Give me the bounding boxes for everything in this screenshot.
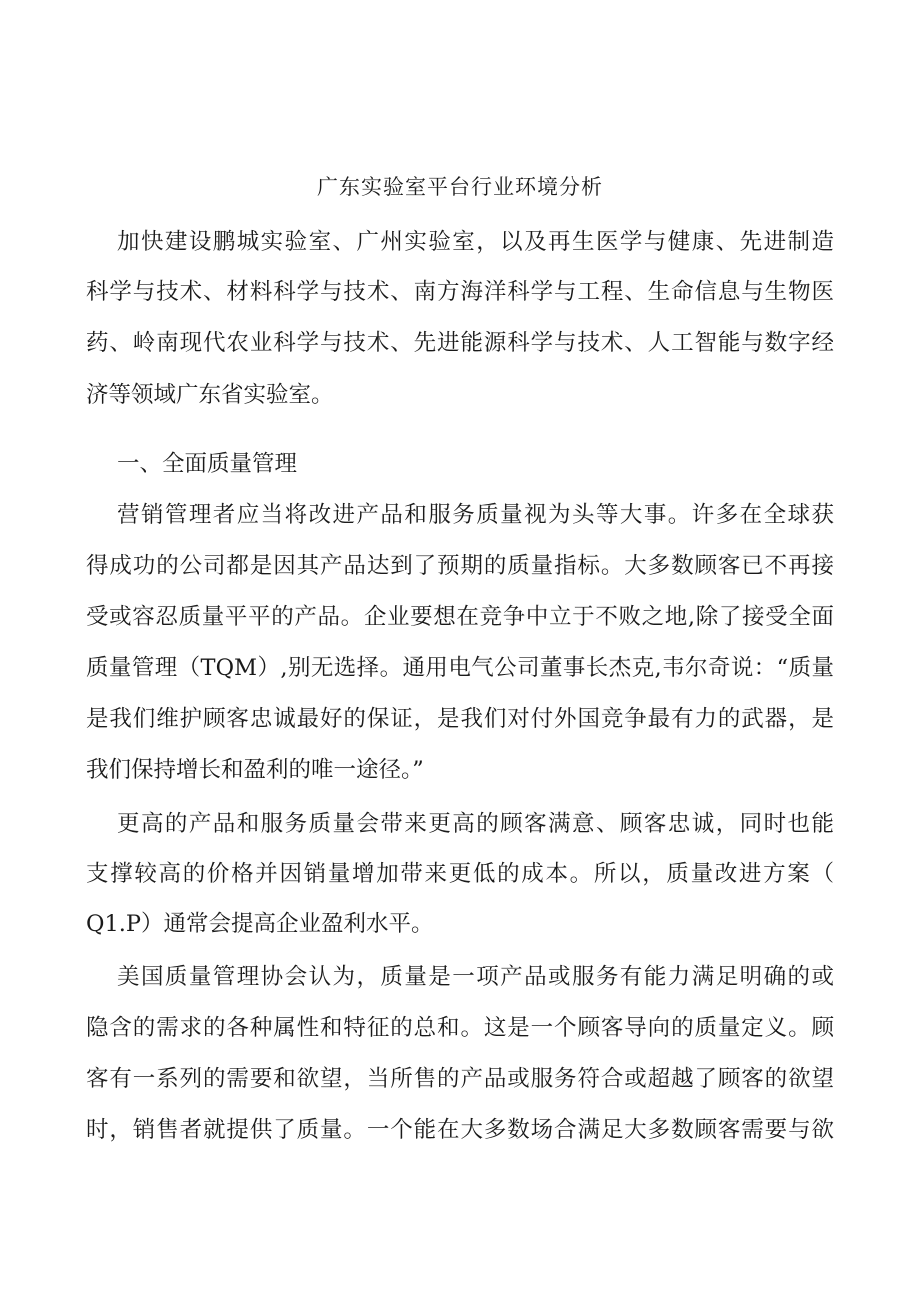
- paragraph-3-line-2: 支撑较高的价格并因销量增加带来更低的成本。所以，质量改进方案（: [86, 861, 834, 887]
- paragraph-2-line-3: 受或容忍质量平平的产品。企业要想在竞争中立于不败之地,除了接受全面: [86, 604, 834, 630]
- paragraph-4-line-3: 客有一系列的需要和欲望，当所售的产品或服务符合或超越了顾客的欲望: [86, 1066, 834, 1092]
- paragraph-4-line-1: 美国质量管理协会认为，质量是一项产品或服务有能力满足明确的或: [117, 964, 834, 990]
- paragraph-1-line-3: 药、岭南现代农业科学与技术、先进能源科学与技术、人工智能与数字经: [86, 330, 834, 356]
- paragraph-2-line-6: 我们保持增长和盈利的唯一途径。”: [86, 757, 424, 783]
- paragraph-2-line-4: 质量管理（TQM）,别无选择。通用电气公司董事长杰克,韦尔奇说：“质量: [86, 655, 834, 681]
- paragraph-4-line-4: 时，销售者就提供了质量。一个能在大多数场合满足大多数顾客需要与欲: [86, 1117, 834, 1143]
- paragraph-4-line-2: 隐含的需求的各种属性和特征的总和。这是一个顾客导向的质量定义。顾: [86, 1015, 834, 1041]
- paragraph-3-line-1: 更高的产品和服务质量会带来更高的顾客满意、顾客忠诚，同时也能: [117, 811, 834, 837]
- paragraph-2-line-5: 是我们维护顾客忠诚最好的保证，是我们对付外国竞争最有力的武器，是: [86, 706, 834, 732]
- paragraph-1-line-2: 科学与技术、材料科学与技术、南方海洋科学与工程、生命信息与生物医: [86, 279, 834, 305]
- section-heading: 一、全面质量管理: [117, 451, 298, 477]
- paragraph-1-line-4: 济等领域广东省实验室。: [86, 382, 334, 408]
- document-title: 广东实验室平台行业环境分析: [317, 175, 603, 199]
- paragraph-2-line-2: 得成功的公司都是因其产品达到了预期的质量指标。大多数顾客已不再接: [86, 553, 834, 579]
- paragraph-3-line-3: Q1.P）通常会提高企业盈利水平。: [86, 911, 434, 937]
- paragraph-1-line-1: 加快建设鹏城实验室、广州实验室，以及再生医学与健康、先进制造: [117, 229, 834, 255]
- paragraph-2-line-1: 营销管理者应当将改进产品和服务质量视为头等大事。许多在全球获: [117, 502, 834, 528]
